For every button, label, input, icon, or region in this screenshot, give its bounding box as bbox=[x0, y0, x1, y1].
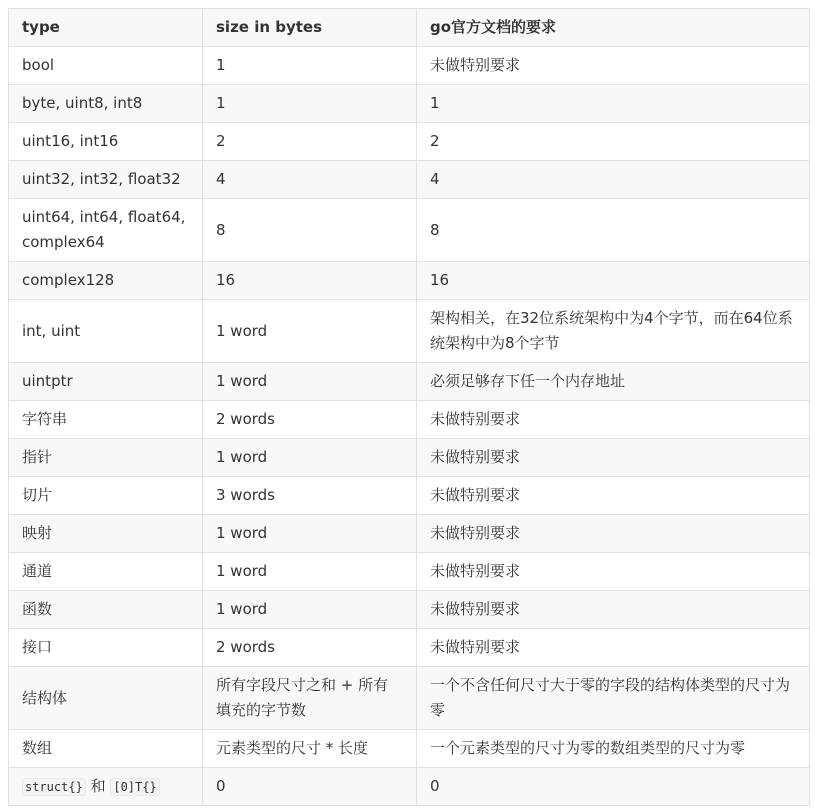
cell-size: 1 word bbox=[203, 439, 417, 477]
header-size: size in bytes bbox=[203, 9, 417, 47]
cell-requirement: 1 bbox=[417, 85, 810, 123]
cell-requirement: 未做特别要求 bbox=[417, 401, 810, 439]
cell-type bbox=[9, 768, 203, 806]
cell-size: 0 bbox=[203, 768, 417, 806]
cell-requirement: 0 bbox=[417, 768, 810, 806]
cell-type: uint64, int64, float64, complex64 bbox=[9, 199, 203, 262]
cell-size: 元素类型的尺寸 * 长度 bbox=[203, 730, 417, 768]
table-row bbox=[9, 730, 810, 768]
cell-size: 3 words bbox=[203, 477, 417, 515]
table-header-row bbox=[9, 9, 810, 47]
cell-requirement: 未做特别要求 bbox=[417, 477, 810, 515]
cell-requirement: 8 bbox=[417, 199, 810, 262]
table-row bbox=[9, 768, 810, 806]
table-row bbox=[9, 123, 810, 161]
cell-size: 2 words bbox=[203, 629, 417, 667]
cell-type: 字符串 bbox=[9, 401, 203, 439]
cell-type: 指针 bbox=[9, 439, 203, 477]
cell-type: byte, uint8, int8 bbox=[9, 85, 203, 123]
cell-type: 接口 bbox=[9, 629, 203, 667]
table-row bbox=[9, 47, 810, 85]
cell-requirement: 4 bbox=[417, 161, 810, 199]
joiner-text: 和 bbox=[85, 776, 111, 795]
cell-type: uint16, int16 bbox=[9, 123, 203, 161]
cell-requirement: 未做特别要求 bbox=[417, 439, 810, 477]
cell-size: 16 bbox=[203, 262, 417, 300]
cell-size: 8 bbox=[203, 199, 417, 262]
table-row bbox=[9, 199, 810, 262]
cell-type: 通道 bbox=[9, 553, 203, 591]
table-row bbox=[9, 161, 810, 199]
header-requirement: go官方文档的要求 bbox=[417, 9, 810, 47]
table-row bbox=[9, 515, 810, 553]
cell-type: complex128 bbox=[9, 262, 203, 300]
cell-size: 4 bbox=[203, 161, 417, 199]
header-type: type bbox=[9, 9, 203, 47]
cell-size: 1 word bbox=[203, 363, 417, 401]
table-row bbox=[9, 553, 810, 591]
table-row bbox=[9, 439, 810, 477]
cell-size: 1 word bbox=[203, 591, 417, 629]
table-row bbox=[9, 85, 810, 123]
table-row bbox=[9, 591, 810, 629]
cell-requirement: 未做特别要求 bbox=[417, 591, 810, 629]
cell-size: 2 words bbox=[203, 401, 417, 439]
cell-type: bool bbox=[9, 47, 203, 85]
cell-type: uint32, int32, float32 bbox=[9, 161, 203, 199]
cell-type: 函数 bbox=[9, 591, 203, 629]
inline-code-struct: struct{} bbox=[22, 778, 86, 796]
table-row bbox=[9, 262, 810, 300]
cell-requirement: 必须足够存下任一个内存地址 bbox=[417, 363, 810, 401]
cell-requirement: 一个不含任何尺寸大于零的字段的结构体类型的尺寸为零 bbox=[417, 667, 810, 730]
cell-requirement: 一个元素类型的尺寸为零的数组类型的尺寸为零 bbox=[417, 730, 810, 768]
type-size-table bbox=[8, 8, 810, 806]
cell-requirement: 2 bbox=[417, 123, 810, 161]
cell-size: 1 bbox=[203, 85, 417, 123]
cell-requirement: 未做特别要求 bbox=[417, 629, 810, 667]
cell-type: 结构体 bbox=[9, 667, 203, 730]
cell-requirement: 未做特别要求 bbox=[417, 553, 810, 591]
cell-size: 2 bbox=[203, 123, 417, 161]
cell-type: 数组 bbox=[9, 730, 203, 768]
cell-requirement: 16 bbox=[417, 262, 810, 300]
cell-size: 1 word bbox=[203, 553, 417, 591]
table-row bbox=[9, 629, 810, 667]
cell-requirement: 架构相关，在32位系统架构中为4个字节，而在64位系统架构中为8个字节 bbox=[417, 300, 810, 363]
cell-type: 切片 bbox=[9, 477, 203, 515]
cell-size: 所有字段尺寸之和 + 所有填充的字节数 bbox=[203, 667, 417, 730]
cell-type: uintptr bbox=[9, 363, 203, 401]
cell-type: int, uint bbox=[9, 300, 203, 363]
cell-size: 1 word bbox=[203, 300, 417, 363]
table-row bbox=[9, 300, 810, 363]
table-row bbox=[9, 363, 810, 401]
inline-code-array: [0]T{} bbox=[110, 778, 159, 796]
table-row bbox=[9, 401, 810, 439]
cell-size: 1 word bbox=[203, 515, 417, 553]
cell-size: 1 bbox=[203, 47, 417, 85]
table-row bbox=[9, 667, 810, 730]
cell-type: 映射 bbox=[9, 515, 203, 553]
table-row bbox=[9, 477, 810, 515]
cell-requirement: 未做特别要求 bbox=[417, 515, 810, 553]
type-size-table-container bbox=[8, 8, 810, 806]
cell-requirement: 未做特别要求 bbox=[417, 47, 810, 85]
